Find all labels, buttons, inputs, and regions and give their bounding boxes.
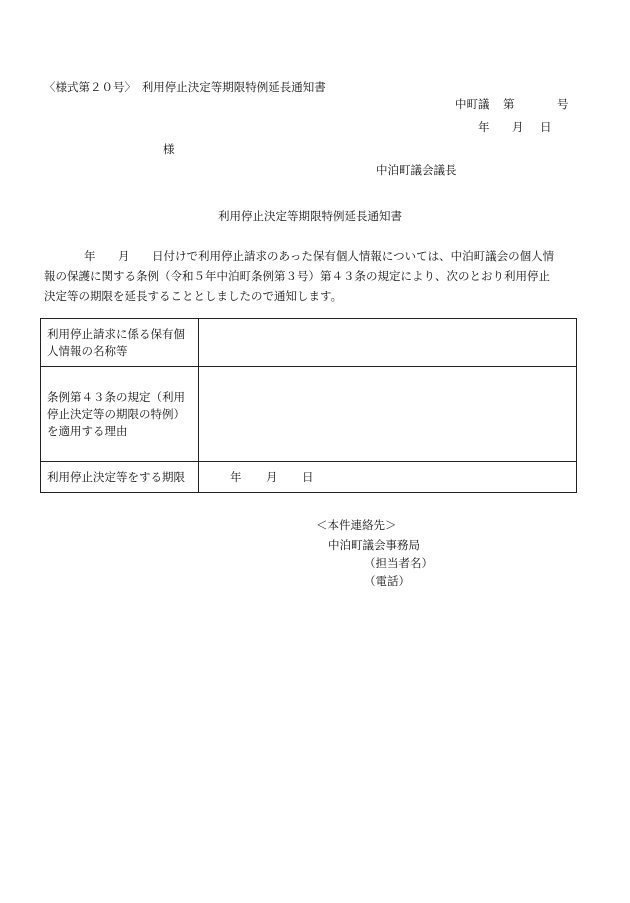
reference-dai: 第 (503, 97, 515, 111)
body-month: 月 (118, 249, 130, 263)
deadline-year: 年 (230, 469, 242, 484)
form-number-label: 〈様式第２０号〉 利用停止決定等期限特例延長通知書 (44, 80, 326, 94)
table-row (41, 462, 577, 493)
deadline-month: 月 (266, 469, 278, 484)
row3-label: 利用停止決定等をする期限 (47, 469, 185, 484)
contact-person: （担当者名） (364, 556, 433, 570)
contact-heading: ＜本件連絡先＞ (316, 518, 397, 532)
table-label-cell (41, 462, 199, 493)
details-table (40, 318, 577, 493)
table-label-cell (41, 367, 199, 462)
table-label-cell (41, 319, 199, 367)
deadline-day: 日 (302, 469, 314, 484)
row2-label-line-a: 条例第４３条の規定（利用 (47, 389, 185, 404)
sender-name: 中泊町議会議長 (376, 163, 457, 177)
row1-label-line-a: 利用停止請求に係る保有個 (47, 326, 185, 341)
body-line-1 (44, 246, 580, 266)
body-line-2: 報の保護に関する条例（令和５年中泊町条例第３号）第４３条の規定により、次のとおり利用停止 (44, 269, 550, 283)
body-paragraph (44, 246, 580, 306)
table-row (41, 367, 577, 462)
document-title: 利用停止決定等期限特例延長通知書 (218, 209, 402, 223)
reference-go: 号 (557, 97, 569, 111)
table-value-cell (199, 462, 577, 493)
contact-phone: （電話） (364, 574, 410, 588)
date-day: 日 (540, 120, 552, 134)
addressee-suffix: 様 (163, 142, 175, 156)
date-month: 月 (512, 120, 524, 134)
issue-date-line (478, 122, 552, 134)
body-year: 年 (84, 249, 96, 263)
table-row (41, 319, 577, 367)
reference-prefix: 中町議 (455, 97, 490, 111)
table-value-cell (199, 319, 577, 367)
row2-label-line-b: 停止決定等の期限の特例） (47, 406, 185, 421)
reference-number-line (455, 99, 569, 111)
date-year: 年 (478, 120, 490, 134)
contact-office: 中泊町議会事務局 (328, 538, 420, 552)
table-value-cell (199, 367, 577, 462)
row2-label-line-c: を適用する理由 (47, 423, 128, 438)
body-line-3: 決定等の期限を延長することとしましたので通知します。 (44, 289, 343, 303)
body-line-1-text: 日付けで利用停止請求のあった保有個人情報については、中泊町議会の個人情 (152, 249, 555, 263)
row1-label-line-b: 人情報の名称等 (47, 343, 128, 358)
